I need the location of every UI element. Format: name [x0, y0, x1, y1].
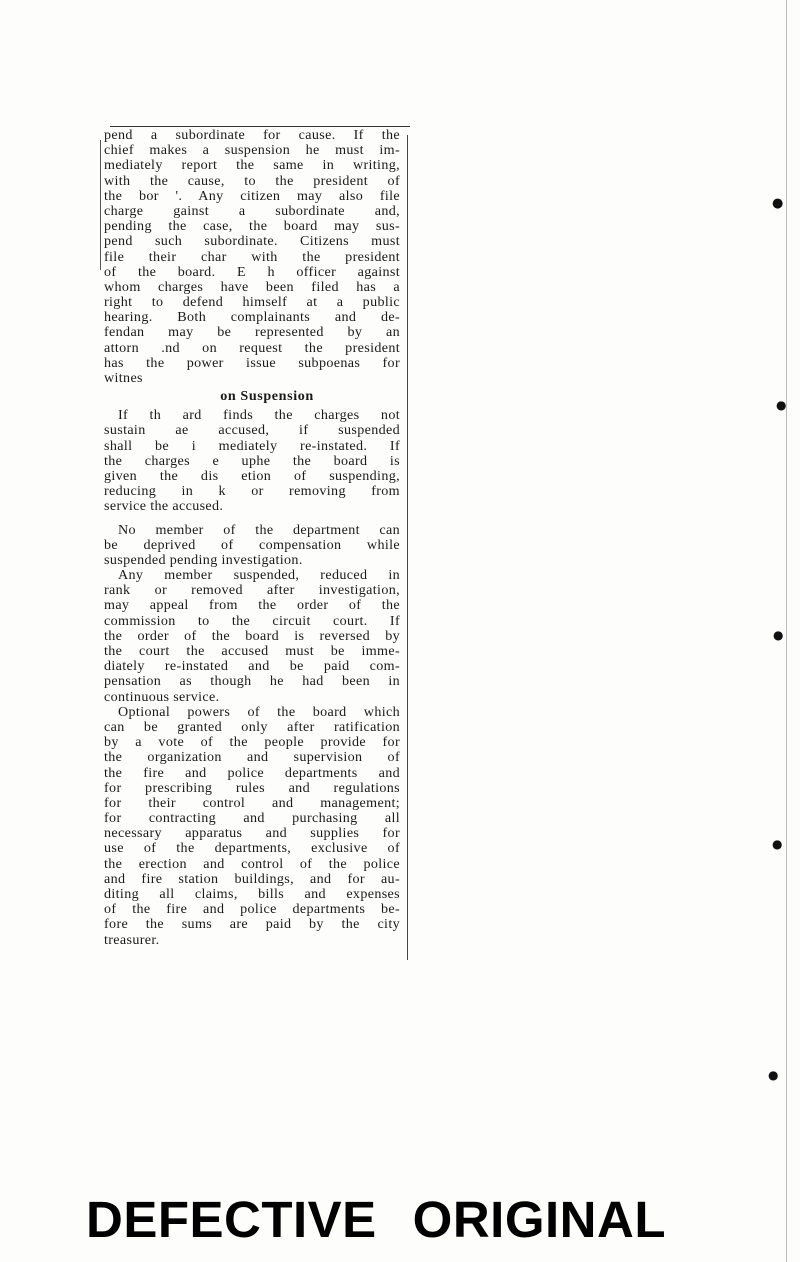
section-heading: on Suspension: [220, 388, 314, 405]
defective-original-stamp: DEFECTIVE ORIGINAL: [86, 1191, 666, 1248]
text-line: use of the departments, exclusive of: [104, 840, 400, 857]
text-line: fore the sums are paid by the city: [104, 916, 400, 933]
text-line: hearing. Both complainants and de-: [104, 309, 400, 326]
text-line: attorn .nd on request the president: [104, 339, 400, 356]
text-line: sustain ae accused, if suspended: [104, 422, 400, 439]
paragraph-2: [104, 408, 400, 514]
text-line: the court the accused must be imme-: [104, 643, 400, 659]
text-line: be deprived of compensation while: [104, 536, 400, 553]
margin-dot-mark: ●: [772, 837, 783, 851]
text-line: the order of the board is reversed by: [104, 627, 400, 644]
margin-dot-mark: ●: [776, 398, 787, 412]
text-line: service the accused.: [104, 498, 224, 515]
text-line: by a vote of the people provide for: [104, 734, 400, 751]
page-edge-line: [786, 0, 787, 1262]
column-right-rule: [407, 135, 408, 960]
text-line: the bor '. Any citizen may also file: [104, 187, 400, 204]
text-line: and fire station buildings, and for au-: [104, 870, 400, 887]
text-line: has the power issue subpoenas for: [104, 354, 400, 371]
text-line: shall be i mediately re-instated. If: [104, 437, 400, 454]
text-line: chief makes a suspension he must im-: [104, 142, 400, 159]
text-line: commission to the circuit court. If: [104, 612, 400, 629]
text-line: mediately report the same in writing,: [104, 157, 400, 174]
article-column: [104, 128, 400, 948]
text-line: rank or removed after investigation,: [104, 582, 400, 599]
margin-dot-mark: ●: [773, 628, 784, 642]
text-line: fendan may be represented by an: [104, 324, 400, 341]
text-line: right to defend himself at a public: [104, 294, 400, 311]
text-line: pend such subordinate. Citizens must: [104, 233, 400, 250]
text-line: treasurer.: [104, 931, 160, 948]
text-line: Any member suspended, reduced in: [118, 567, 400, 584]
text-line: diting all claims, bills and expenses: [104, 886, 400, 902]
paragraph-1: [104, 128, 400, 386]
text-line: file their char with the president: [104, 248, 400, 265]
text-line: necessary apparatus and supplies for: [104, 825, 400, 842]
text-line: for contracting and purchasing all: [104, 810, 400, 827]
text-line: No member of the department can: [118, 521, 400, 538]
paragraph-4: [104, 568, 400, 705]
text-line: suspended pending investigation.: [104, 551, 303, 568]
text-line: pend a subordinate for cause. If the: [104, 127, 400, 143]
text-line: may appeal from the order of the: [104, 597, 400, 614]
text-line: Optional powers of the board which: [118, 703, 400, 720]
text-line: can be granted only after ratification: [104, 718, 400, 735]
text-line: the charges e uphe the board is: [104, 452, 400, 469]
text-line: given the dis etion of suspending,: [104, 467, 400, 484]
text-line: pensation as though he had been in: [104, 673, 400, 690]
margin-dot-mark: ●: [772, 196, 784, 211]
text-line: the organization and supervision of: [104, 749, 400, 766]
text-line: reducing in k or removing from: [104, 483, 400, 500]
text-line: witnes: [104, 370, 143, 386]
text-line: for prescribing rules and regulations: [104, 779, 400, 796]
text-line: pending the case, the board may sus-: [104, 218, 400, 235]
paragraph-5: [104, 705, 400, 948]
text-line: If th ard finds the charges not: [118, 407, 400, 424]
column-left-rule: [100, 140, 101, 270]
text-line: for their control and management;: [104, 794, 400, 811]
margin-dot-mark: ●: [768, 1068, 779, 1082]
paragraph-3: [104, 523, 400, 569]
text-line: charge gainst a subordinate and,: [104, 202, 400, 219]
text-line: diately re-instated and be paid com-: [104, 658, 400, 675]
text-line: the erection and control of the police: [104, 855, 400, 872]
text-line: whom charges have been filed has a: [104, 278, 400, 295]
text-line: with the cause, to the president of: [104, 172, 400, 189]
text-line: of the fire and police departments be-: [104, 901, 400, 918]
text-line: of the board. E h officer against: [104, 263, 400, 280]
text-line: continuous service.: [104, 688, 220, 705]
text-line: the fire and police departments and: [104, 764, 400, 781]
